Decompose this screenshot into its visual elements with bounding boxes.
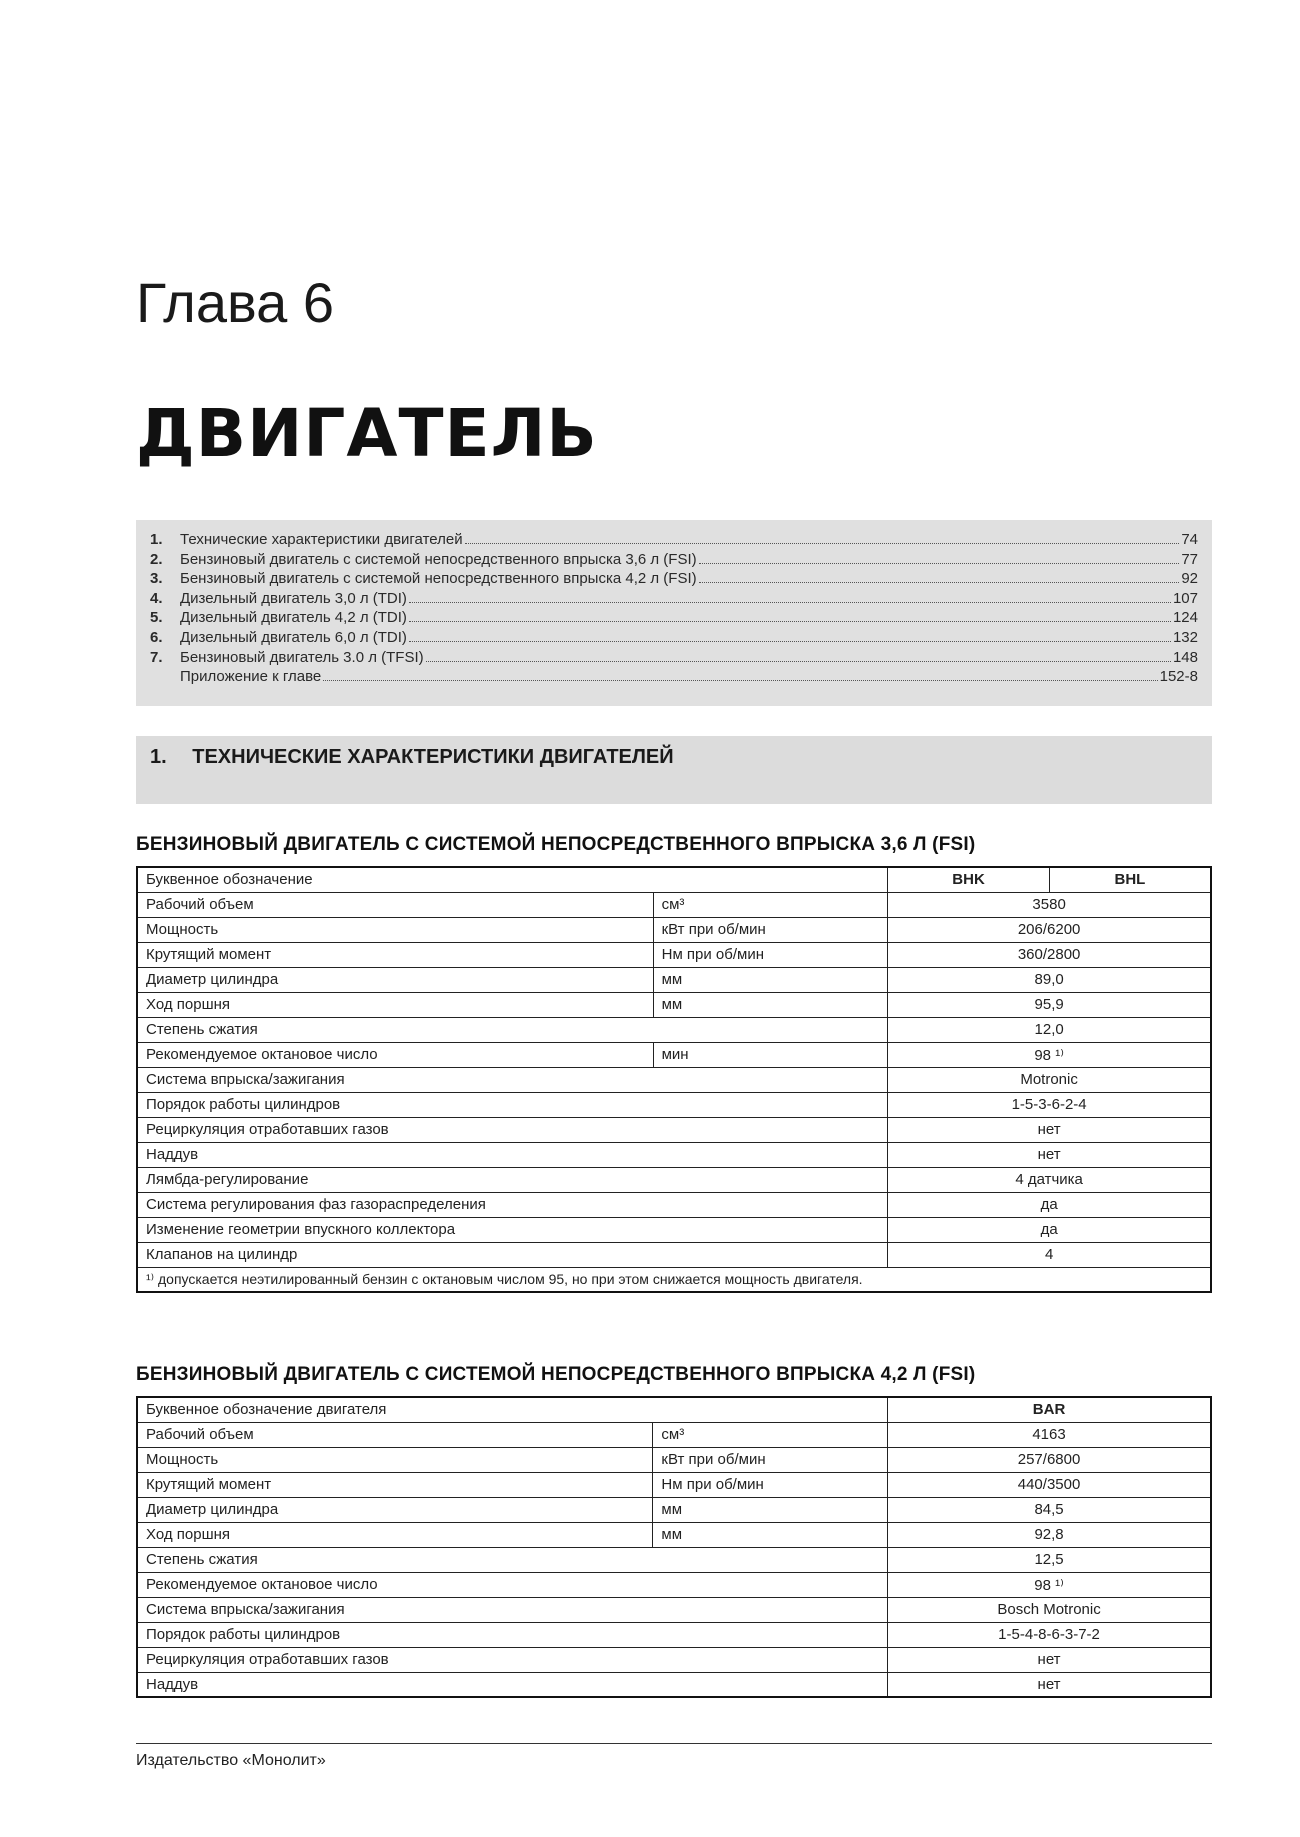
table-header-row bbox=[137, 1397, 1211, 1422]
param-value: 4 датчика bbox=[888, 1167, 1211, 1192]
toc-item bbox=[150, 609, 1198, 629]
param-label: Рекомендуемое октановое число bbox=[137, 1042, 653, 1067]
param-label: Рабочий объем bbox=[137, 1422, 653, 1447]
param-label: Крутящий момент bbox=[137, 942, 653, 967]
table-row bbox=[137, 1017, 1211, 1042]
param-label: Ход поршня bbox=[137, 992, 653, 1017]
table-row bbox=[137, 1447, 1211, 1472]
param-label: Мощность bbox=[137, 917, 653, 942]
param-value: 98 ¹⁾ bbox=[888, 1572, 1211, 1597]
param-label: Мощность bbox=[137, 1447, 653, 1472]
spec-table-4-2 bbox=[136, 1396, 1212, 1698]
table-row bbox=[137, 1572, 1211, 1597]
toc-leader-dots bbox=[323, 680, 1157, 681]
engine-code: BAR bbox=[888, 1397, 1211, 1422]
param-label: Порядок работы цилиндров bbox=[137, 1092, 888, 1117]
param-label: Наддув bbox=[137, 1672, 888, 1697]
toc-leader-dots bbox=[426, 661, 1171, 662]
param-value: 4 bbox=[888, 1242, 1211, 1267]
toc-item-page: 74 bbox=[1181, 531, 1198, 548]
spec-table-3-6 bbox=[136, 866, 1212, 1293]
param-label: Изменение геометрии впускного коллектора bbox=[137, 1217, 888, 1242]
table-row bbox=[137, 1217, 1211, 1242]
param-value: нет bbox=[888, 1672, 1211, 1697]
table-row bbox=[137, 1497, 1211, 1522]
param-label: Степень сжатия bbox=[137, 1547, 888, 1572]
param-unit: мм bbox=[653, 992, 888, 1017]
chapter-label: Глава 6 bbox=[136, 271, 334, 334]
toc-item-page: 152-8 bbox=[1159, 668, 1198, 686]
table-row bbox=[137, 992, 1211, 1017]
chapter-title: ДВИГАТЕЛЬ bbox=[136, 395, 598, 472]
param-unit: мм bbox=[653, 1497, 888, 1522]
param-value: 95,9 bbox=[888, 992, 1211, 1017]
table-row bbox=[137, 1597, 1211, 1622]
section-number: 1. bbox=[150, 746, 167, 768]
table-row bbox=[137, 1092, 1211, 1117]
toc-item-page: 77 bbox=[1181, 550, 1198, 568]
table-row bbox=[137, 1422, 1211, 1447]
param-value: 89,0 bbox=[888, 967, 1211, 992]
param-value: 257/6800 bbox=[888, 1447, 1211, 1472]
table-row bbox=[137, 1522, 1211, 1547]
table2-title: БЕНЗИНОВЫЙ ДВИГАТЕЛЬ С СИСТЕМОЙ НЕПОСРЕДСТВЕННОГО ВПРЫСКА 4,2 Л (FSI) bbox=[136, 1364, 976, 1385]
table-row bbox=[137, 967, 1211, 992]
param-value: 98 ¹⁾ bbox=[888, 1042, 1211, 1067]
toc-item-number: 5. bbox=[150, 609, 163, 627]
table-row bbox=[137, 942, 1211, 967]
toc-item-label: Дизельный двигатель 3,0 л (TDI) bbox=[180, 589, 407, 607]
param-unit: кВт при об/мин bbox=[653, 917, 888, 942]
param-label: Крутящий момент bbox=[137, 1472, 653, 1497]
toc-item-page: 132 bbox=[1172, 628, 1198, 646]
toc-item bbox=[150, 570, 1198, 590]
param-value: нет bbox=[888, 1142, 1211, 1167]
param-label: Диаметр цилиндра bbox=[137, 1497, 653, 1522]
param-value: нет bbox=[888, 1647, 1211, 1672]
toc-leader-dots bbox=[699, 563, 1180, 564]
table-row bbox=[137, 1647, 1211, 1672]
param-value: 1-5-3-6-2-4 bbox=[888, 1092, 1211, 1117]
toc-item-number: 2. bbox=[150, 550, 163, 568]
engine-code: BHK bbox=[888, 867, 1050, 892]
param-value: 3580 bbox=[888, 892, 1211, 917]
toc-item bbox=[150, 531, 1198, 551]
param-value: 84,5 bbox=[888, 1497, 1211, 1522]
param-value: 4163 bbox=[888, 1422, 1211, 1447]
toc-item-number: 3. bbox=[150, 570, 163, 588]
param-value: Bosch Motronic bbox=[888, 1597, 1211, 1622]
footer-divider bbox=[136, 1743, 1212, 1744]
param-label: Система впрыска/зажигания bbox=[137, 1597, 888, 1622]
toc-item-label: Дизельный двигатель 4,2 л (TDI) bbox=[180, 609, 407, 627]
table-row bbox=[137, 1142, 1211, 1167]
param-label: Клапанов на цилиндр bbox=[137, 1242, 888, 1267]
toc-item-number: 1. bbox=[150, 531, 163, 548]
toc-item-number: 6. bbox=[150, 628, 163, 646]
table-header-row bbox=[137, 867, 1211, 892]
toc-leader-dots bbox=[699, 582, 1180, 583]
toc-item-label: Бензиновый двигатель 3.0 л (TFSI) bbox=[180, 648, 424, 666]
table-row bbox=[137, 1167, 1211, 1192]
toc-item-label: Дизельный двигатель 6,0 л (TDI) bbox=[180, 628, 407, 646]
toc-item-number: 7. bbox=[150, 648, 163, 666]
toc-item-label: Технические характеристики двигателей bbox=[180, 531, 463, 548]
param-unit: мм bbox=[653, 967, 888, 992]
param-value: 206/6200 bbox=[888, 917, 1211, 942]
param-unit: мин bbox=[653, 1042, 888, 1067]
param-unit: Нм при об/мин bbox=[653, 1472, 888, 1497]
table-row bbox=[137, 1472, 1211, 1497]
param-value: 12,0 bbox=[888, 1017, 1211, 1042]
param-label: Рециркуляция отработавших газов bbox=[137, 1647, 888, 1672]
table1-title: БЕНЗИНОВЫЙ ДВИГАТЕЛЬ С СИСТЕМОЙ НЕПОСРЕДСТВЕННОГО ВПРЫСКА 3,6 Л (FSI) bbox=[136, 834, 976, 855]
table-row bbox=[137, 1242, 1211, 1267]
toc-item-label: Бензиновый двигатель с системой непосредственного впрыска 3,6 л (FSI) bbox=[180, 550, 697, 568]
param-label: Лямбда-регулирование bbox=[137, 1167, 888, 1192]
toc-item-page: 92 bbox=[1181, 570, 1198, 588]
param-value: 1-5-4-8-6-3-7-2 bbox=[888, 1622, 1211, 1647]
toc-leader-dots bbox=[409, 621, 1171, 622]
table-of-contents bbox=[136, 520, 1212, 706]
toc-item-label: Бензиновый двигатель с системой непосредственного впрыска 4,2 л (FSI) bbox=[180, 570, 697, 588]
table-row bbox=[137, 1067, 1211, 1092]
toc-item bbox=[150, 629, 1198, 649]
toc-item bbox=[150, 649, 1198, 669]
table-row bbox=[137, 1192, 1211, 1217]
param-value: да bbox=[888, 1192, 1211, 1217]
param-label: Диаметр цилиндра bbox=[137, 967, 653, 992]
section-header bbox=[136, 736, 1212, 804]
param-label: Ход поршня bbox=[137, 1522, 653, 1547]
param-value: Motronic bbox=[888, 1067, 1211, 1092]
publisher-footer: Издательство «Монолит» bbox=[136, 1752, 326, 1769]
toc-item-page: 124 bbox=[1172, 609, 1198, 627]
param-label: Система регулирования фаз газораспределения bbox=[137, 1192, 888, 1217]
toc-leader-dots bbox=[409, 641, 1171, 642]
footnote: ¹⁾ допускается неэтилированный бензин с октановым числом 95, но при этом снижается мощность двигателя. bbox=[137, 1267, 1211, 1292]
table-row bbox=[137, 1117, 1211, 1142]
header-label: Буквенное обозначение bbox=[137, 867, 888, 892]
param-label: Рециркуляция отработавших газов bbox=[137, 1117, 888, 1142]
param-value: 360/2800 bbox=[888, 942, 1211, 967]
param-value: нет bbox=[888, 1117, 1211, 1142]
param-label: Степень сжатия bbox=[137, 1017, 888, 1042]
toc-item bbox=[150, 668, 1198, 688]
param-value: 440/3500 bbox=[888, 1472, 1211, 1497]
table-row bbox=[137, 1622, 1211, 1647]
section-title: ТЕХНИЧЕСКИЕ ХАРАКТЕРИСТИКИ ДВИГАТЕЛЕЙ bbox=[192, 746, 674, 768]
param-label: Рекомендуемое октановое число bbox=[137, 1572, 888, 1597]
table-row bbox=[137, 892, 1211, 917]
toc-item-page: 148 bbox=[1172, 648, 1198, 666]
param-label: Наддув bbox=[137, 1142, 888, 1167]
engine-code: BHL bbox=[1049, 867, 1211, 892]
table-footnote-row bbox=[137, 1267, 1211, 1292]
param-label: Рабочий объем bbox=[137, 892, 653, 917]
toc-leader-dots bbox=[409, 602, 1171, 603]
table-row bbox=[137, 1672, 1211, 1697]
param-unit: см³ bbox=[653, 1422, 888, 1447]
header-label: Буквенное обозначение двигателя bbox=[137, 1397, 888, 1422]
toc-leader-dots bbox=[465, 543, 1180, 544]
toc-item bbox=[150, 590, 1198, 610]
param-label: Порядок работы цилиндров bbox=[137, 1622, 888, 1647]
param-unit: мм bbox=[653, 1522, 888, 1547]
toc-item-number: 4. bbox=[150, 589, 163, 607]
param-label: Система впрыска/зажигания bbox=[137, 1067, 888, 1092]
param-value: да bbox=[888, 1217, 1211, 1242]
toc-item-label: Приложение к главе bbox=[180, 668, 322, 686]
param-unit: Нм при об/мин bbox=[653, 942, 888, 967]
param-value: 92,8 bbox=[888, 1522, 1211, 1547]
toc-item-page: 107 bbox=[1172, 589, 1198, 607]
table-row bbox=[137, 917, 1211, 942]
toc-item bbox=[150, 551, 1198, 571]
param-unit: кВт при об/мин bbox=[653, 1447, 888, 1472]
param-value: 12,5 bbox=[888, 1547, 1211, 1572]
table-row bbox=[137, 1547, 1211, 1572]
table-row bbox=[137, 1042, 1211, 1067]
param-unit: см³ bbox=[653, 892, 888, 917]
